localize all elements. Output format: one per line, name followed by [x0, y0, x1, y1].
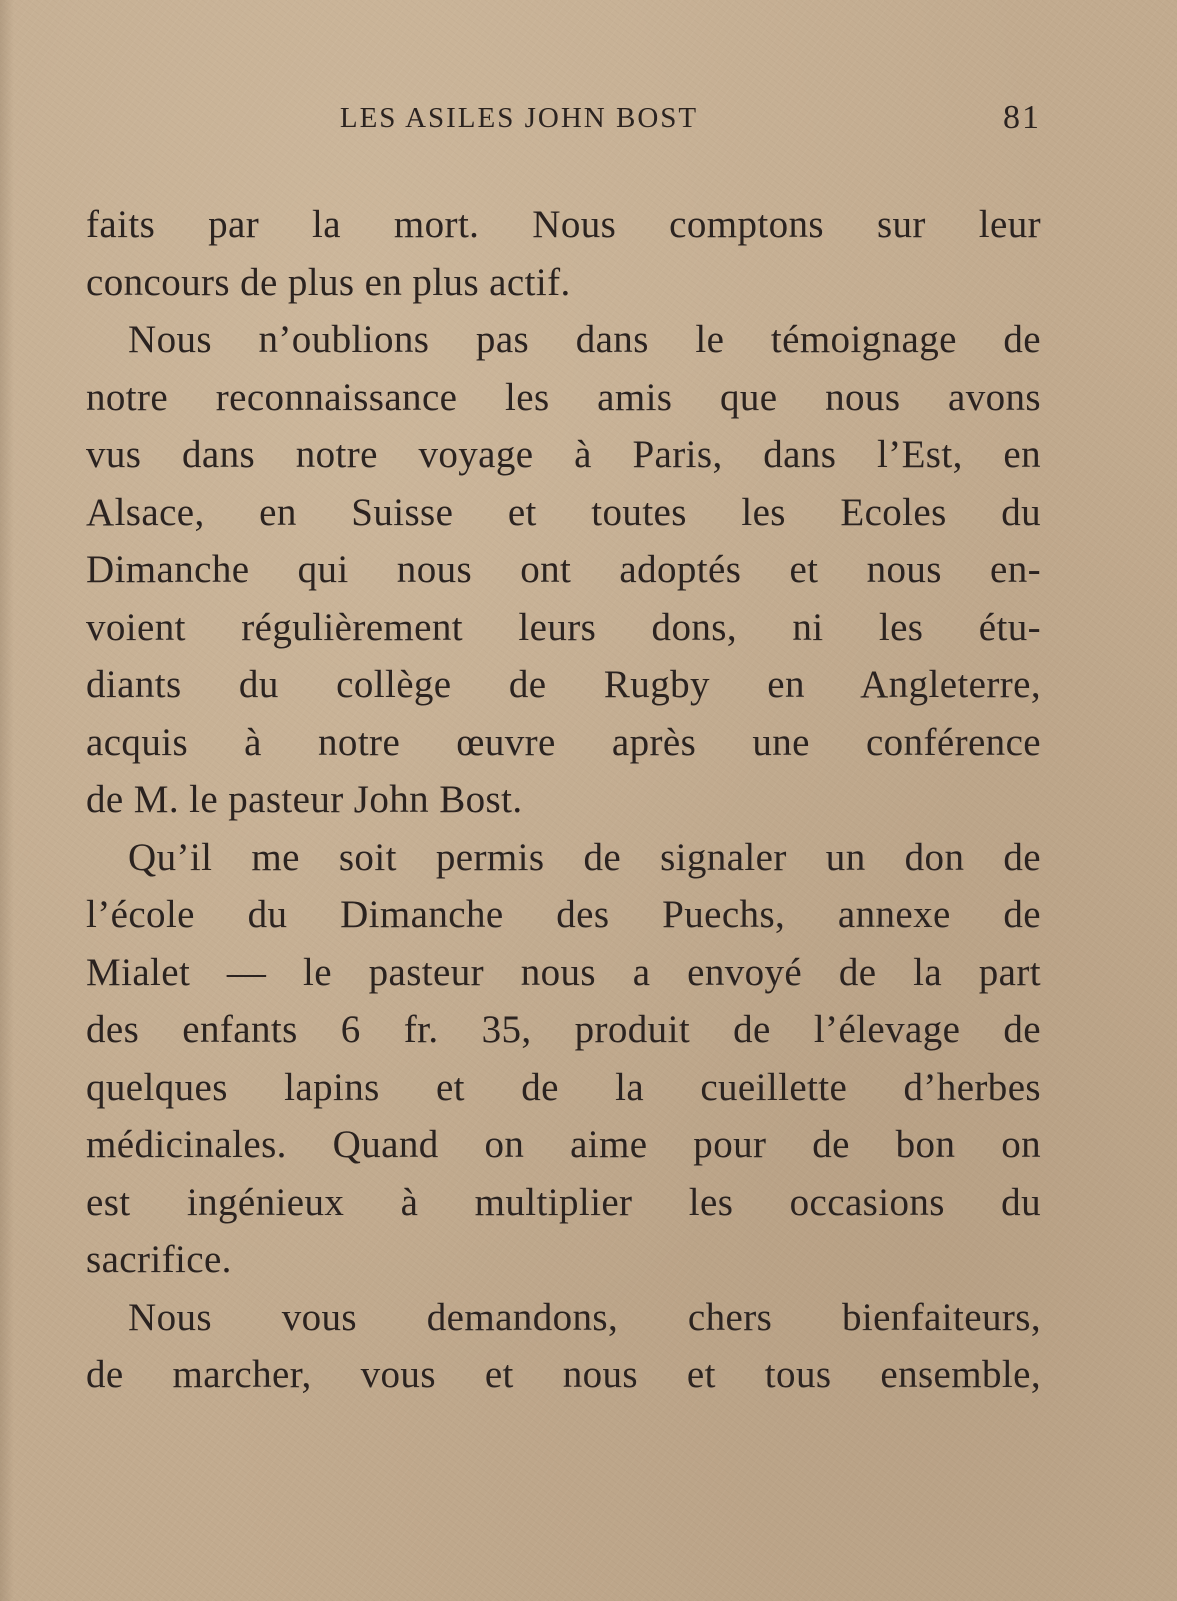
text-line: vus dans notre voyage à Paris, dans l’Est, en [86, 433, 1041, 476]
text-line: quelques lapins et de la cueillette d’herbes [86, 1065, 1041, 1109]
text-line: Qu’il me soit permis de signaler un don de [128, 835, 1041, 879]
text-line: de M. le pasteur John Bost. [86, 778, 523, 821]
text-line: notre reconnaissance les amis que nous avons [86, 375, 1041, 419]
text-line: Dimanche qui nous ont adoptés et nous en- [86, 548, 1041, 591]
text-line: faits par la mort. Nous comptons sur leur [86, 203, 1041, 246]
running-title: LES ASILES JOHN BOST [339, 102, 699, 134]
text-line: l’école du Dimanche des Puechs, annexe de [86, 893, 1041, 936]
page-number: 81 [1003, 99, 1041, 136]
running-head [86, 96, 1041, 140]
text-line: acquis à notre œuvre après une conférence [86, 720, 1041, 764]
text-line: Nous n’oublions pas dans le témoignage de [128, 318, 1041, 361]
text-line: médicinales. Quand on aime pour de bon on [86, 1123, 1041, 1166]
text-line: concours de plus en plus actif. [86, 260, 571, 304]
text-line: des enfants 6 fr. 35, produit de l’élevage de [86, 1008, 1041, 1051]
text-line: Alsace, en Suisse et toutes les Ecoles du [86, 490, 1041, 534]
text-line: de marcher, vous et nous et tous ensemble, [86, 1353, 1041, 1396]
text-line: est ingénieux à multiplier les occasions du [86, 1180, 1041, 1224]
text-line: diants du collège de Rugby en Angleterre, [86, 663, 1041, 706]
page-edge-shadow [0, 0, 14, 1601]
text-line: Nous vous demandons, chers bienfaiteurs, [128, 1295, 1041, 1339]
text-line: Mialet — le pasteur nous a envoyé de la part [86, 950, 1041, 994]
text-line: sacrifice. [86, 1238, 232, 1281]
text-line: voient régulièrement leurs dons, ni les étu- [86, 605, 1041, 649]
body-text [86, 196, 1041, 1416]
